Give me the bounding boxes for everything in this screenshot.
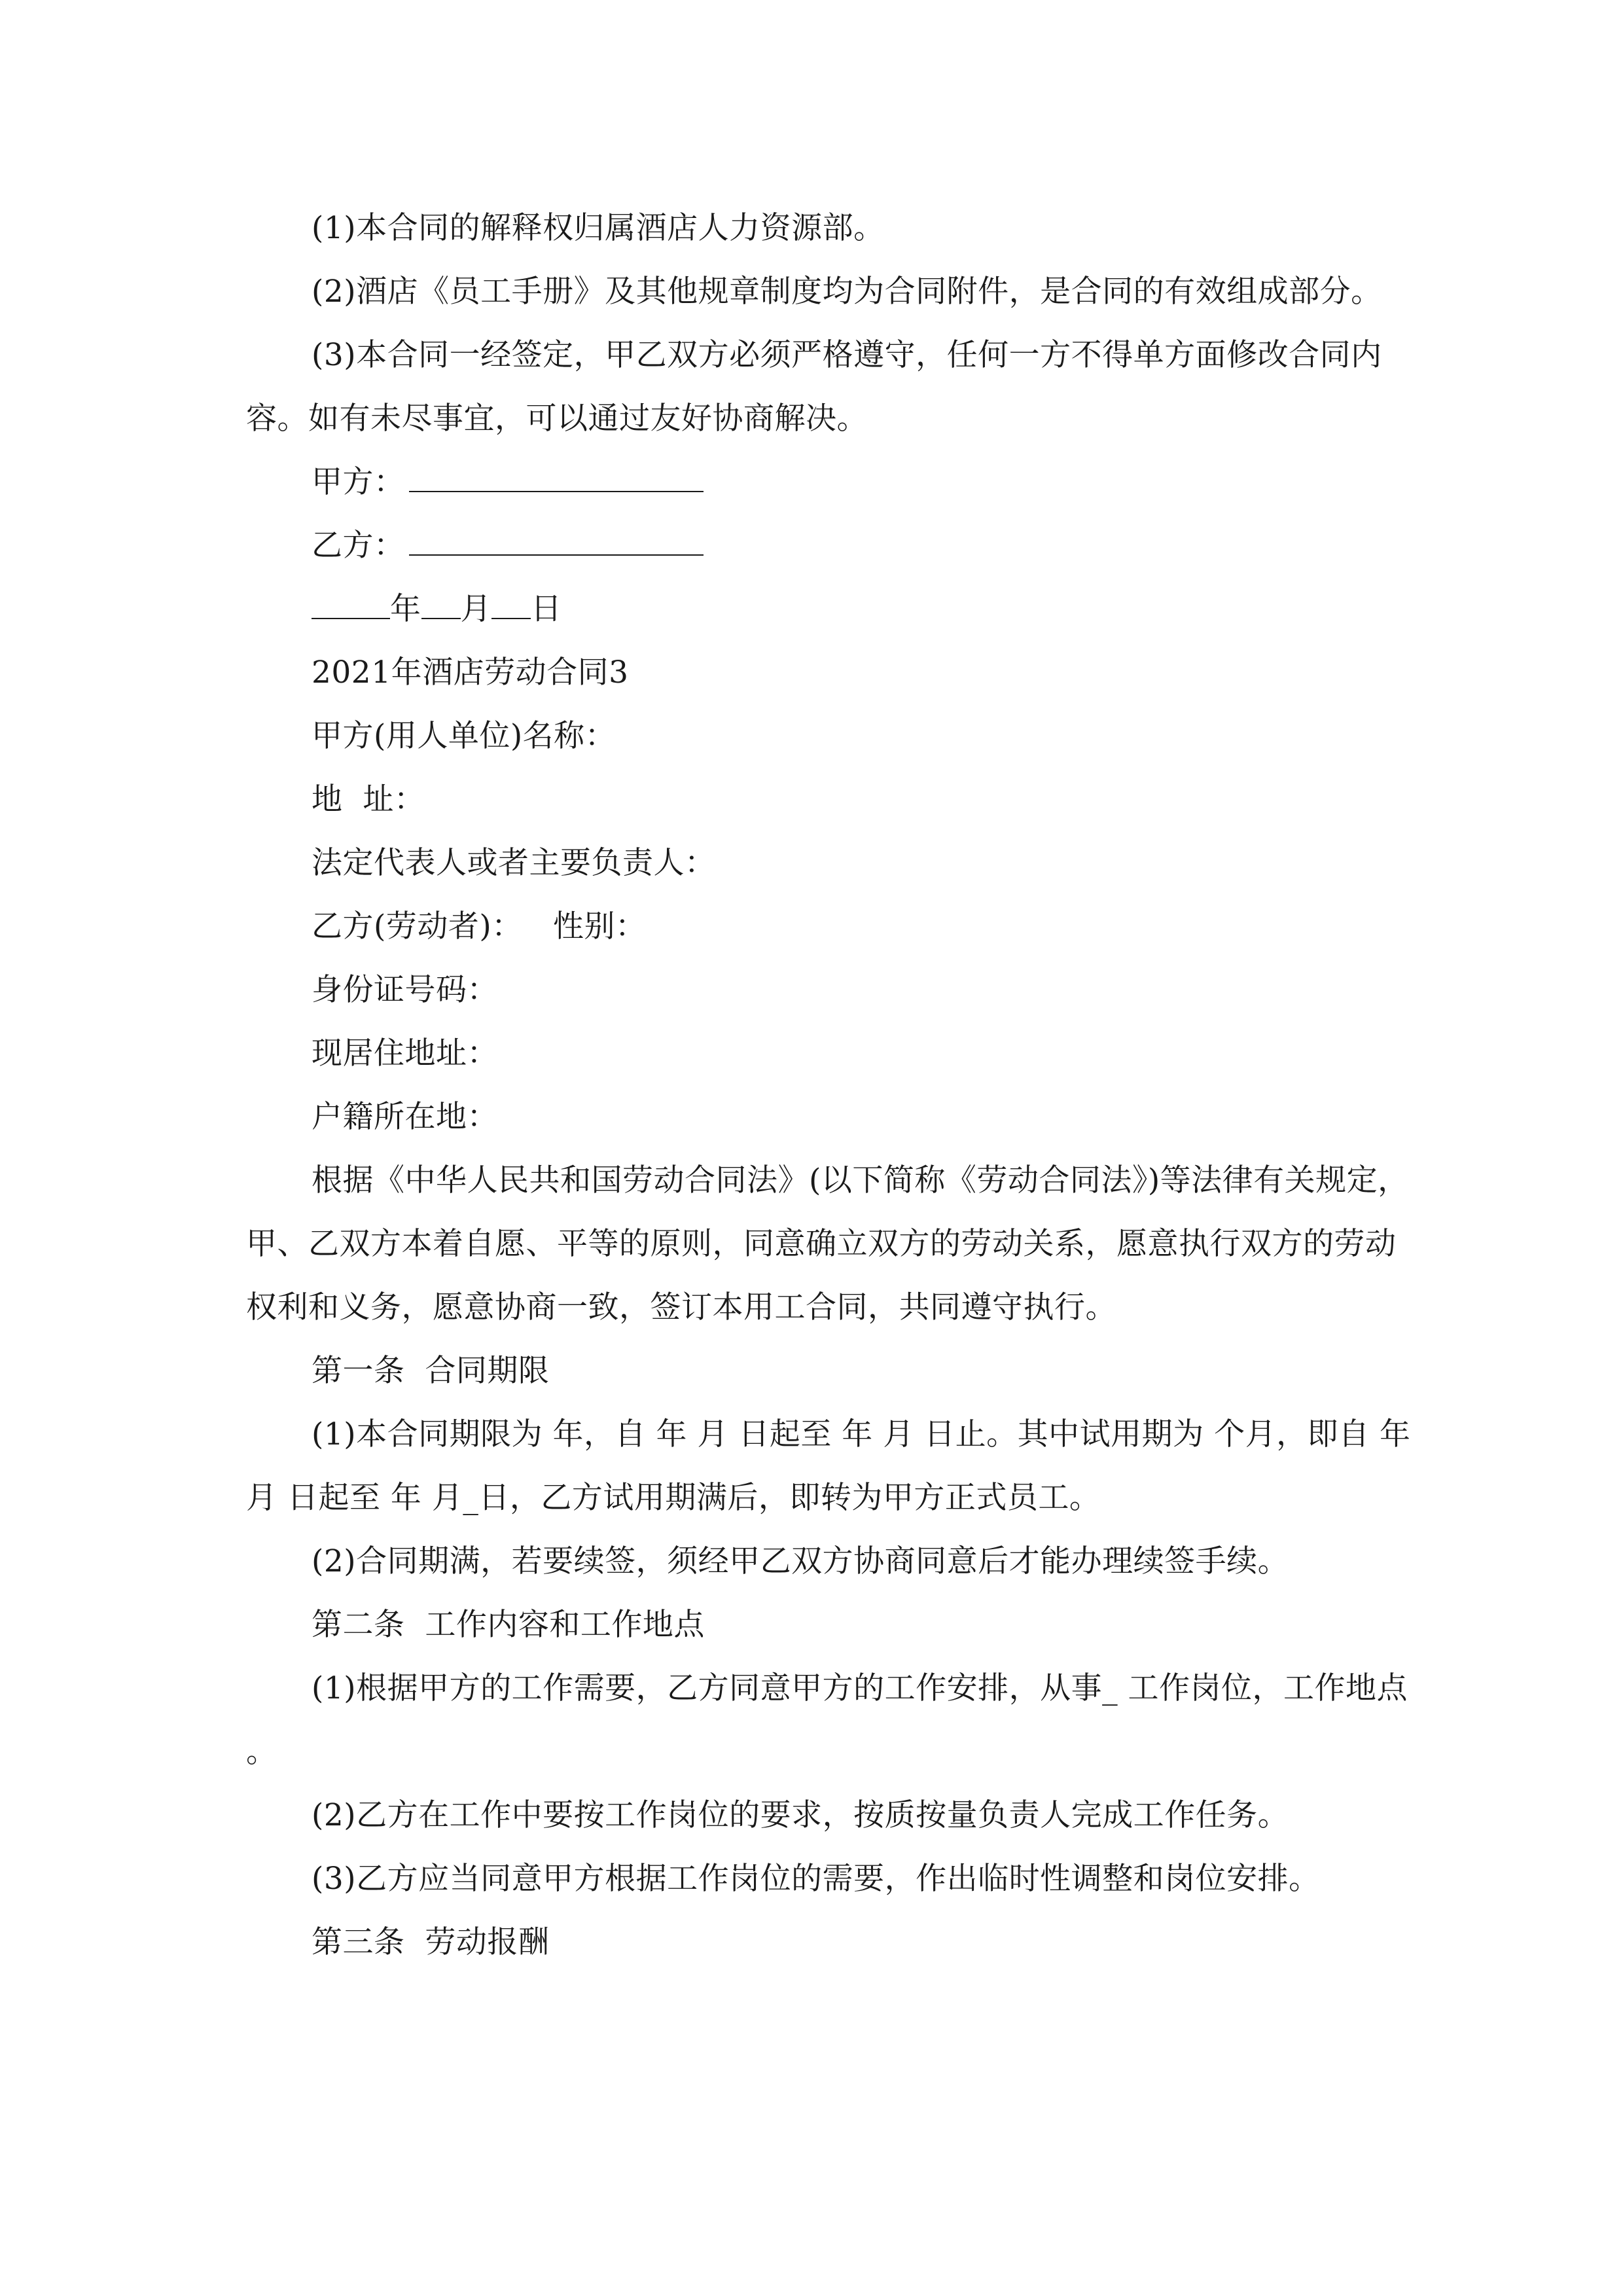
year-label: 年 (390, 591, 421, 627)
party-b-label: 乙方： (312, 528, 405, 564)
month-label: 月 (460, 591, 491, 627)
signature-date (246, 577, 1411, 641)
party-b-signature-line (409, 520, 704, 556)
article-2-item-1: (1)根据甲方的工作需要，乙方同意甲方的工作安排，从事_ 工作岗位，工作地点 。 (246, 1670, 1428, 1770)
article-2-heading: 第二条 工作内容和工作地点 (312, 1607, 705, 1643)
article-2-item-3: (3)乙方应当同意甲方根据工作岗位的需要，作出临时性调整和岗位安排。 (312, 1861, 1320, 1897)
article-1-item-1: (1)本合同期限为 年，自 年 月 日起至 年 月 日止。其中试用期为 个月，即自 年 月 日起至 年 月_日，乙方试用期满后，即转为甲方正式员工。 (246, 1416, 1421, 1516)
contract-intro: 根据《中华人民共和国劳动合同法》(以下简称《劳动合同法》)等法律有关规定，甲、乙双方本着自愿、平等的原则，同意确立双方的劳动关系，愿意执行双方的劳动权利和义务，愿意协商一致，签订本用工合同，共同遵守执行。 (246, 1162, 1409, 1325)
field-current-address: 现居住地址： (312, 1035, 498, 1071)
party-a-signature-line (409, 457, 704, 492)
day-label: 日 (531, 591, 562, 627)
field-household-registration: 户籍所在地： (312, 1099, 498, 1135)
contract-title: 2021年酒店劳动合同3 (312, 655, 629, 691)
article-2-item-2: (2)乙方在工作中要按工作岗位的要求，按质按量负责人完成工作任务。 (312, 1797, 1289, 1833)
field-employee-gender: 乙方(劳动者)： 性别： (312, 908, 647, 944)
party-a-label: 甲方： (312, 464, 405, 500)
field-employer-name: 甲方(用人单位)名称： (312, 718, 616, 754)
signature-party-b (246, 514, 1411, 577)
year-blank (312, 584, 390, 619)
clause-attachments: (2)酒店《员工手册》及其他规章制度均为合同附件，是合同的有效组成部分。 (312, 274, 1382, 310)
day-blank (491, 584, 531, 619)
article-3-heading: 第三条 劳动报酬 (312, 1924, 550, 1960)
article-1-heading: 第一条 合同期限 (312, 1353, 550, 1389)
field-address: 地 址： (312, 781, 425, 817)
month-blank (421, 584, 461, 619)
signature-party-a (246, 450, 1411, 514)
field-id-number: 身份证号码： (312, 972, 498, 1008)
document-body (246, 196, 1428, 1974)
clause-interpretation: (1)本合同的解释权归属酒店人力资源部。 (312, 210, 885, 246)
field-legal-representative: 法定代表人或者主要负责人： (312, 845, 716, 881)
article-1-item-2: (2)合同期满，若要续签，须经甲乙双方协商同意后才能办理续签手续。 (312, 1543, 1289, 1579)
clause-binding: (3)本合同一经签定，甲乙双方必须严格遵守，任何一方不得单方面修改合同内容。如有未尽事宜，可以通过友好协商解决。 (246, 337, 1382, 437)
